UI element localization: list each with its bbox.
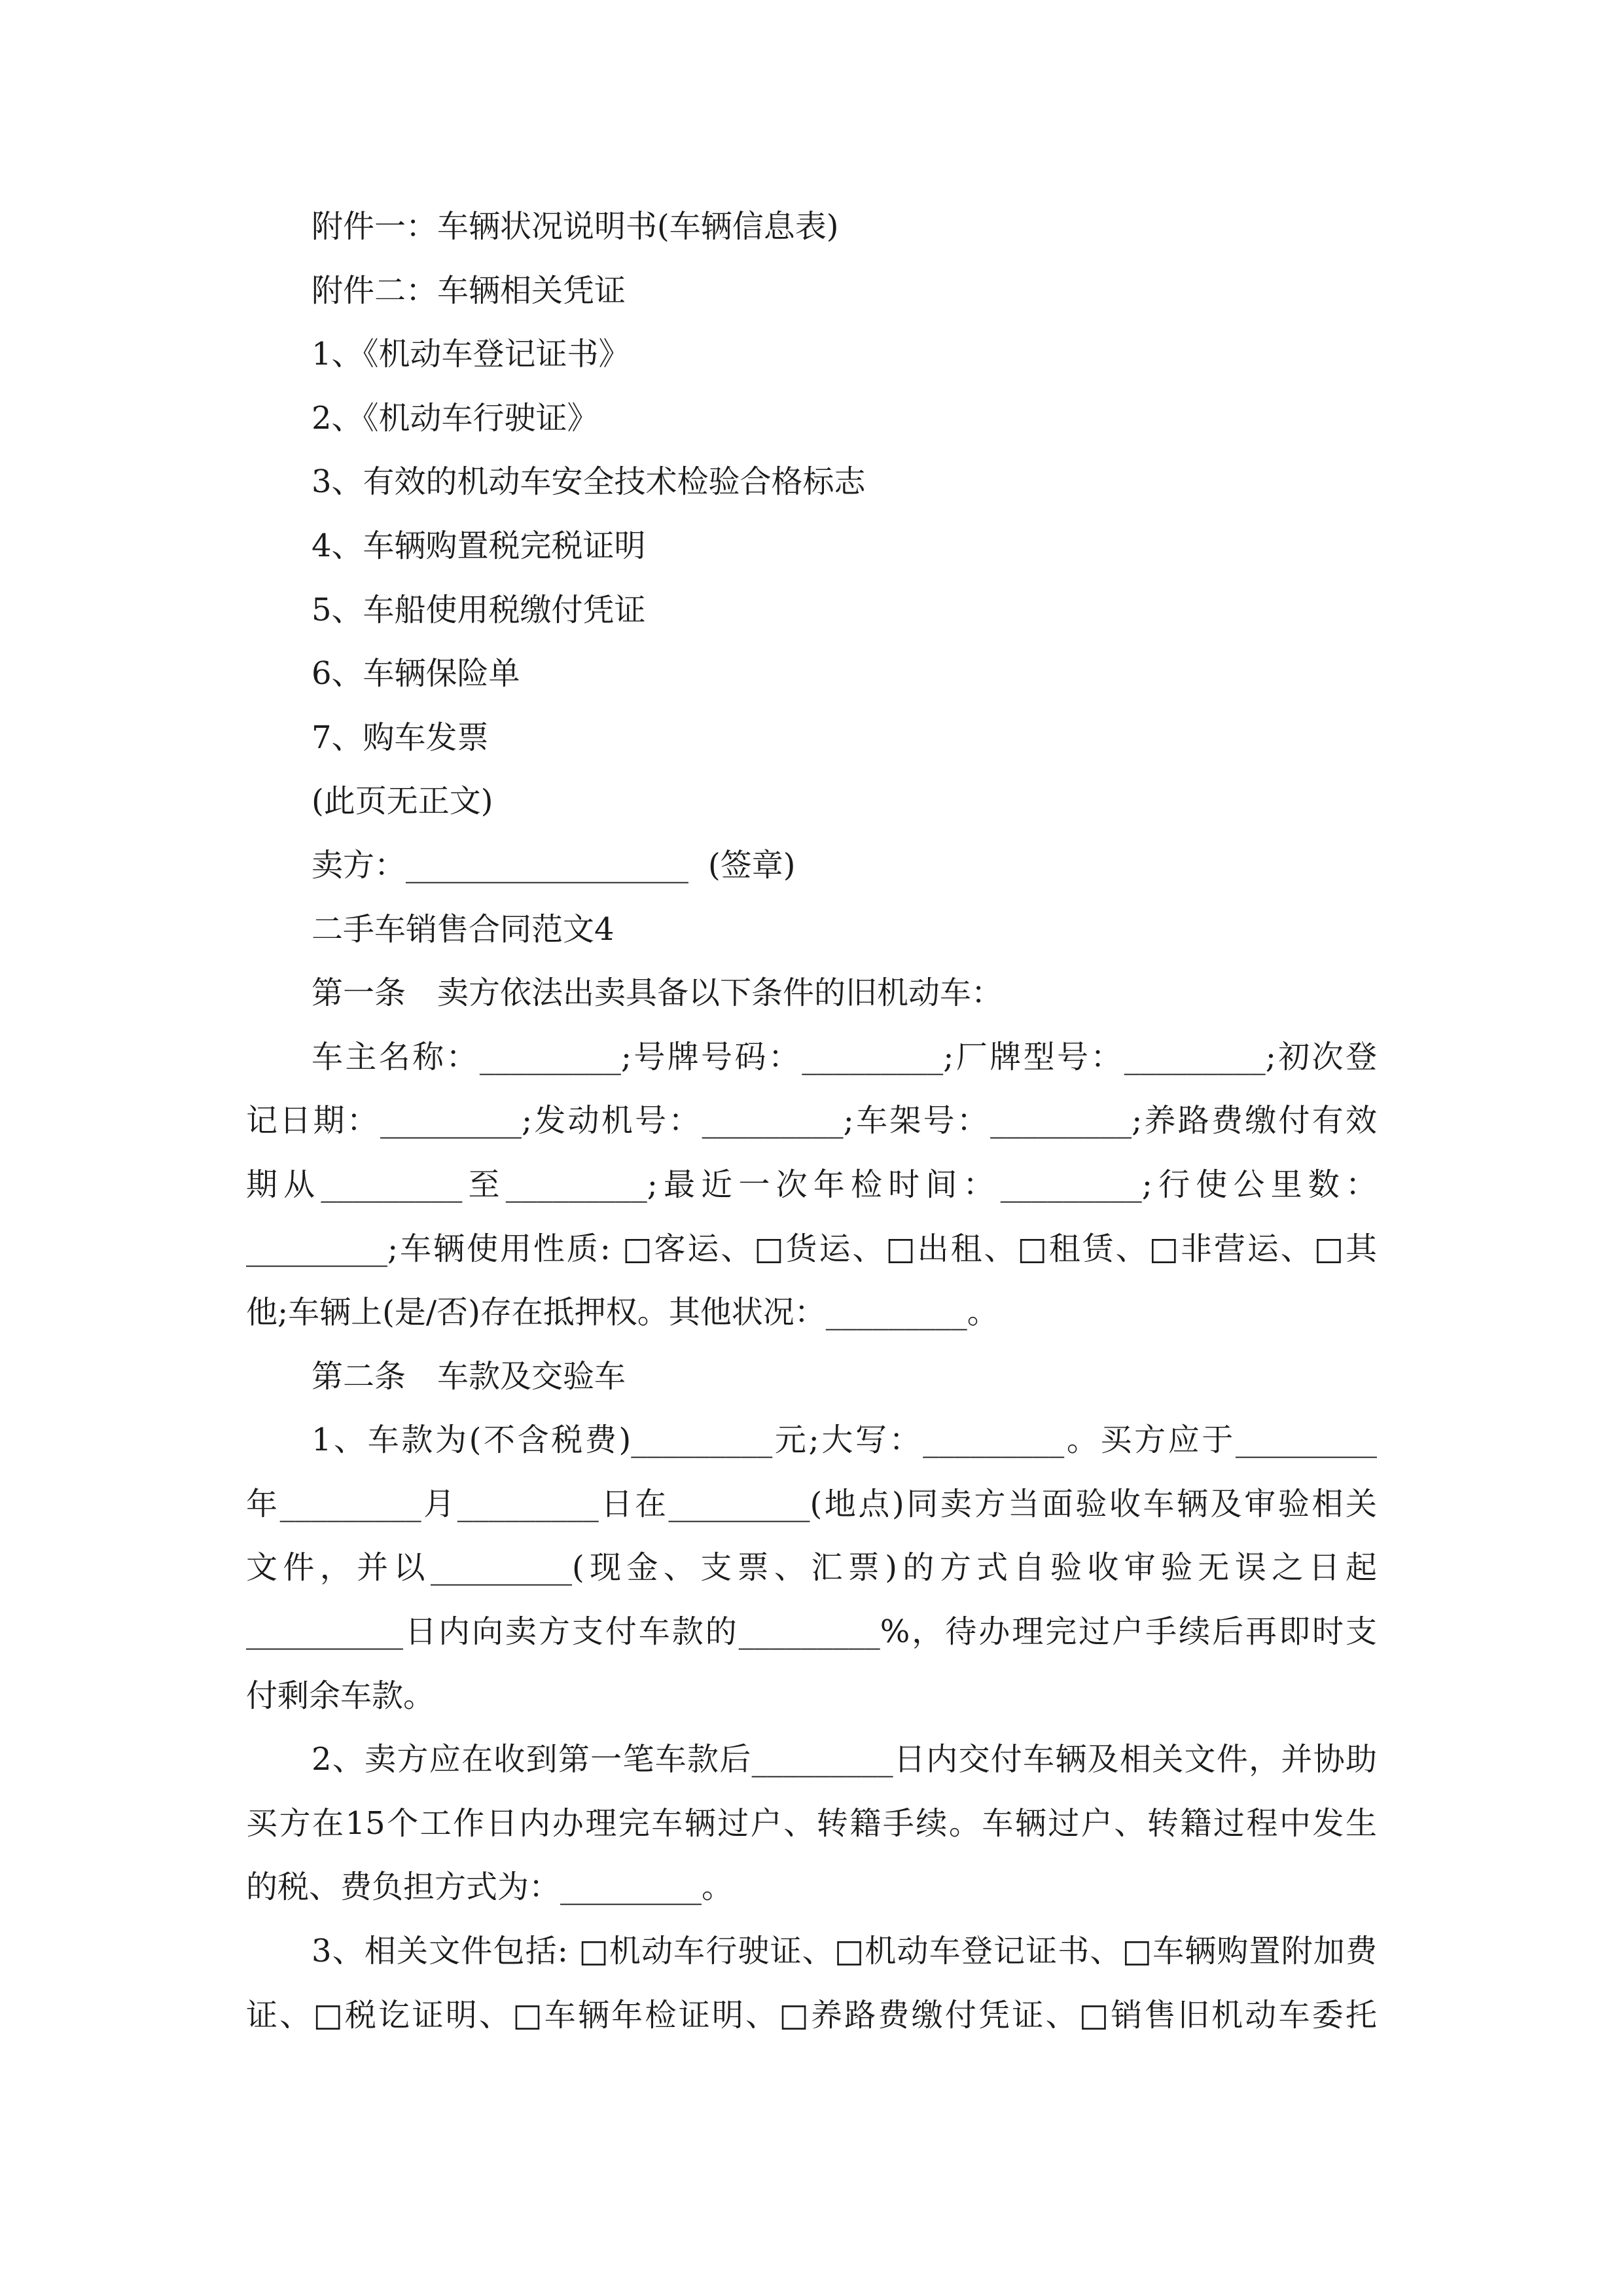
clause-3-line: 证、□税讫证明、□车辆年检证明、□养路费缴付凭证、□销售旧机动车委托 <box>246 1996 1377 2034</box>
contract-title: 二手车销售合同范文4 <box>312 910 615 948</box>
document-list-item: 1、《机动车登记证书》 <box>312 336 630 373</box>
document-list-item: 2、《机动车行驶证》 <box>312 399 599 437</box>
clause-1-line: 文件，并以_________(现金、支票、汇票)的方式自验收审验无误之日起 <box>246 1549 1377 1587</box>
no-body-note: (此页无正文) <box>312 783 493 820</box>
article-1-line: 车主名称：_________;号牌号码：_________;厂牌型号：_________;初次登 <box>312 1038 1377 1075</box>
attachment-2-title: 附件二：车辆相关凭证 <box>312 272 626 309</box>
clause-2-line: 的税、费负担方式为：_________。 <box>246 1869 734 1906</box>
document-list-item: 7、购车发票 <box>312 719 489 756</box>
document-list-item: 5、车船使用税缴付凭证 <box>312 591 646 628</box>
article-1-line: _________;车辆使用性质: □客运、□货运、□出租、□租赁、□非营运、□其 <box>246 1230 1377 1267</box>
document-list-item: 6、车辆保险单 <box>312 655 520 692</box>
clause-1-line: 付剩余车款。 <box>246 1677 435 1714</box>
article-1-line: 他;车辆上(是/否)存在抵押权。其他状况：_________。 <box>246 1294 999 1331</box>
article-2-heading: 第二条 车款及交验车 <box>312 1357 626 1395</box>
article-1-line: 期从_________至_________;最近一次年检时间：_________;行使公里数： <box>246 1166 1377 1203</box>
clause-2-line: 2、卖方应在收到第一笔车款后_________日内交付车辆及相关文件，并协助 <box>312 1741 1377 1778</box>
article-1-line: 记日期：_________;发动机号：_________;车架号：_________;养路费缴付有效 <box>246 1102 1377 1139</box>
article-1-heading: 第一条 卖方依法出卖具备以下条件的旧机动车： <box>312 975 1003 1012</box>
clause-1-line: 年_________月_________日在_________(地点)同卖方当面验收车辆及审验相关 <box>246 1485 1377 1522</box>
document-list-item: 4、车辆购置税完税证明 <box>312 527 646 564</box>
clause-1-line: 1、车款为(不含税费)_________元;大写：_________。买方应于_________ <box>312 1422 1377 1459</box>
document-body <box>246 195 1377 2047</box>
seal-label: (签章) <box>708 846 796 884</box>
seller-label: 卖方： <box>312 846 406 884</box>
clause-1-line: __________日内向卖方支付车款的_________%，待办理完过户手续后再即时支 <box>246 1613 1377 1651</box>
clause-2-line: 买方在15个工作日内办理完车辆过户、转籍手续。车辆过户、转籍过程中发生 <box>246 1804 1377 1842</box>
seller-signature-blank: __________________ <box>406 846 689 884</box>
seller-signature-line <box>246 834 1377 898</box>
document-list-item: 3、有效的机动车安全技术检验合格标志 <box>312 463 866 501</box>
clause-3-line: 3、相关文件包括: □机动车行驶证、□机动车登记证书、□车辆购置附加费 <box>312 1933 1377 1970</box>
attachment-1-title: 附件一：车辆状况说明书(车辆信息表) <box>312 208 839 245</box>
